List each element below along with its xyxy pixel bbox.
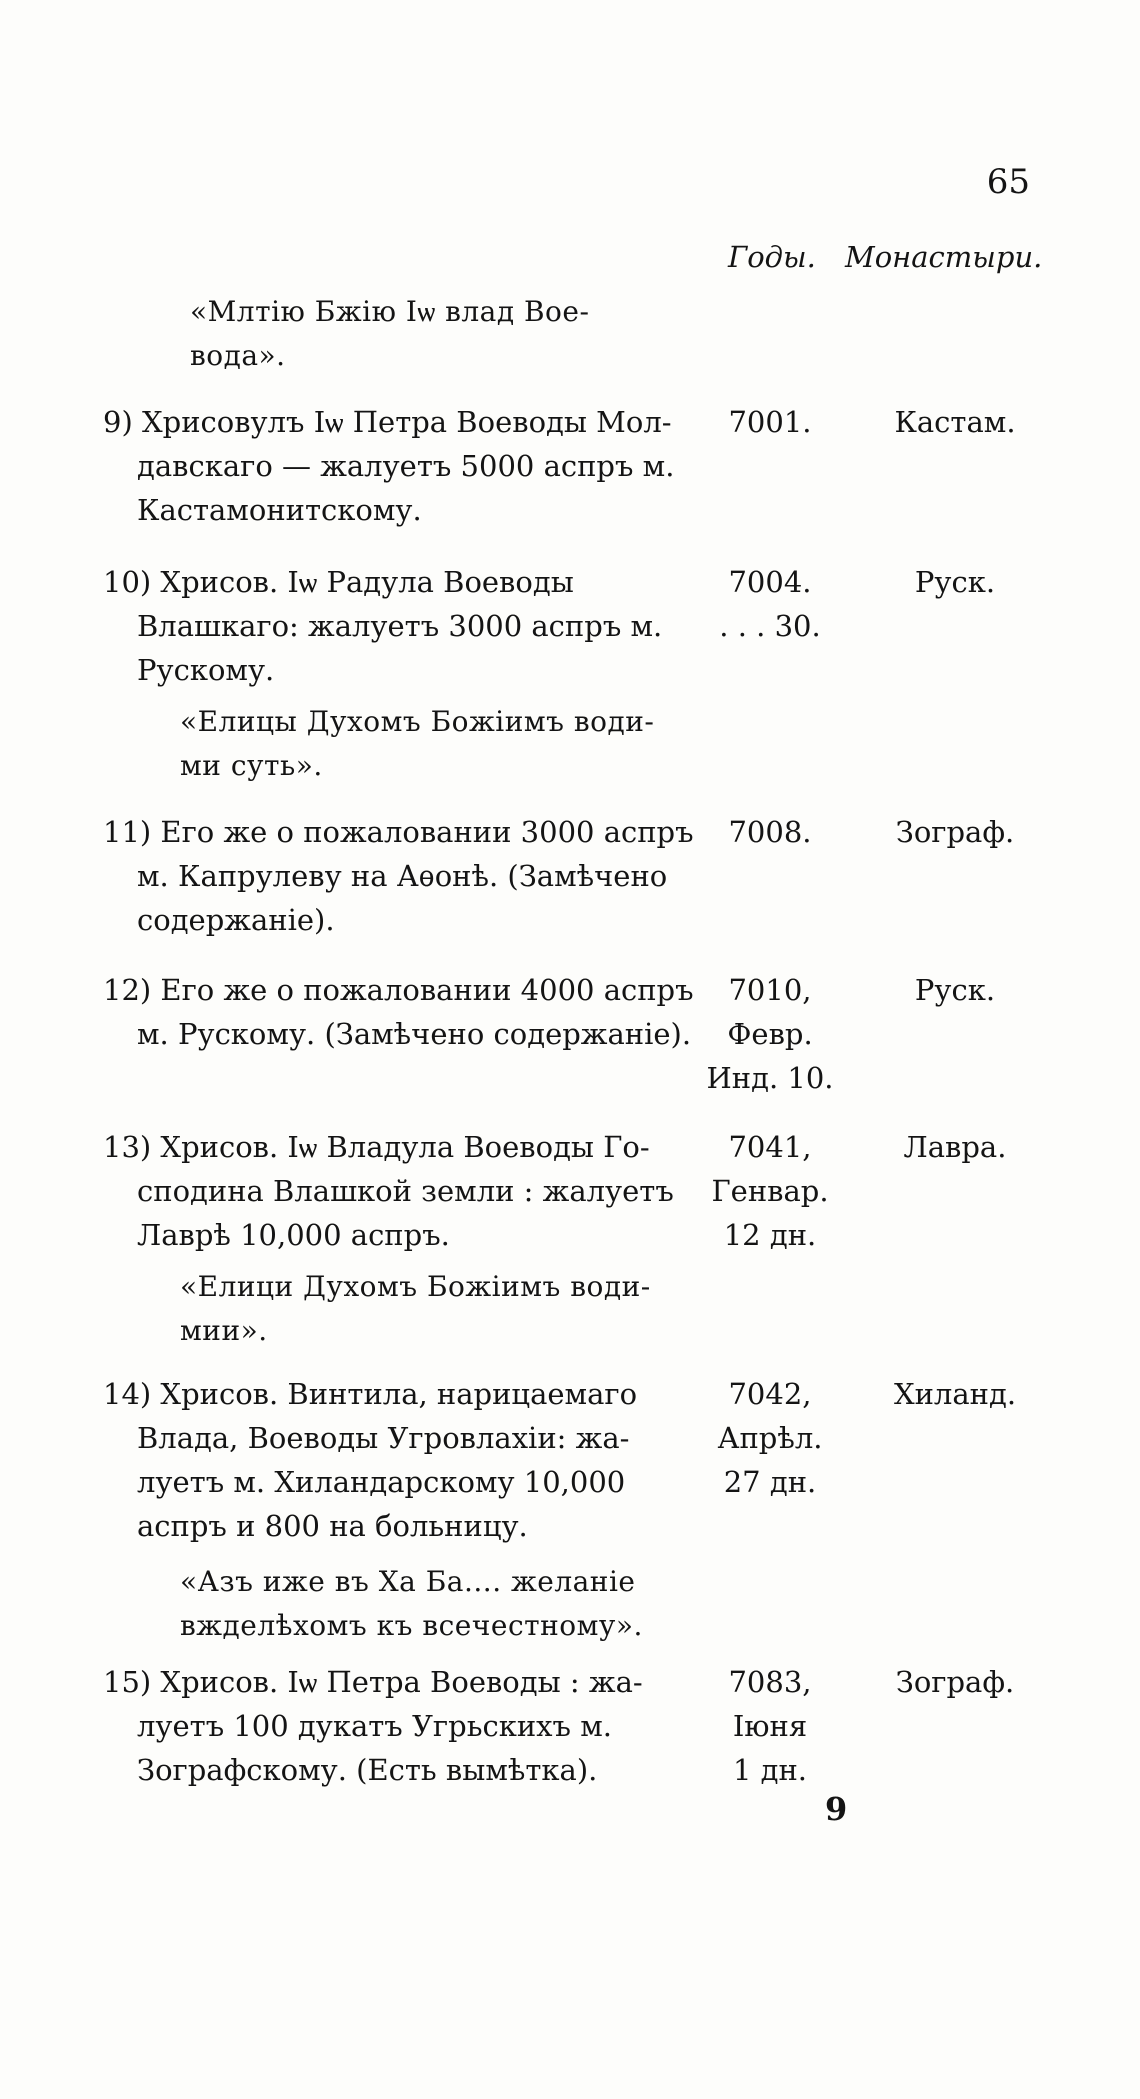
entry-year: Апрѣл.: [717, 1421, 823, 1455]
entry-monastery: Кастам.: [894, 405, 1016, 439]
entry-line: 15) Хрисов. Іѡ Петра Воеводы : жа-: [103, 1665, 643, 1699]
entry-line: луетъ м. Хиландарскому 10,000: [137, 1465, 626, 1499]
quote-line: ми суть».: [180, 749, 323, 782]
entry-line: луетъ 100 дукатъ Угрьскихъ м.: [137, 1709, 612, 1743]
quote-line: «Елицы Духомъ Божіимъ води-: [180, 705, 655, 738]
signature-number: 9: [825, 1790, 848, 1828]
entry-year: . . . 30.: [719, 609, 821, 643]
entry-line: м. Рускому. (Замѣчено содержаніе).: [137, 1017, 692, 1051]
entry-line: аспръ и 800 на больницу.: [137, 1509, 528, 1543]
entry-line: Влашкаго: жалуетъ 3000 аспръ м.: [137, 609, 663, 643]
entry-line: Рускому.: [137, 653, 275, 687]
entry-monastery: Руск.: [914, 565, 996, 599]
entry-line: давскаго — жалуетъ 5000 аспръ м.: [137, 449, 675, 483]
entry-year: Инд. 10.: [706, 1061, 834, 1095]
entry-line: 10) Хрисов. Іѡ Радула Воеводы: [103, 565, 574, 599]
entry-year: 12 дн.: [723, 1218, 817, 1252]
entry-monastery: Зограф.: [895, 815, 1015, 849]
header-monasteries: Монастыри.: [845, 240, 1043, 274]
entry-line: Лаврѣ 10,000 аспръ.: [137, 1218, 450, 1252]
entry-year: 27 дн.: [723, 1465, 817, 1499]
entry-line: м. Капрулеву на Аѳонѣ. (Замѣчено: [137, 859, 668, 893]
entry-monastery: Зограф.: [895, 1665, 1015, 1699]
entry-monastery: Лавра.: [903, 1130, 1007, 1164]
quote-line: вжделѣхомъ къ всечестному».: [180, 1609, 643, 1642]
entry-year: 7001.: [728, 405, 812, 439]
entry-line: 9) Хрисовулъ Іѡ Петра Воеводы Мол-: [103, 405, 672, 439]
entry-year: Генвар.: [711, 1174, 829, 1208]
page-number: 65: [986, 162, 1030, 202]
entry-year: 7008.: [728, 815, 812, 849]
entry-line: 11) Его же о пожаловании 3000 аспръ: [103, 815, 694, 849]
quote-line: «Елици Духомъ Божіимъ води-: [180, 1270, 651, 1303]
entry-year: 7042,: [728, 1377, 812, 1411]
entry-monastery: Хиланд.: [893, 1377, 1017, 1411]
entry-line: 14) Хрисов. Винтила, нарицаемаго: [103, 1377, 638, 1411]
entry-line: сподина Влашкой земли : жалуетъ: [137, 1174, 674, 1208]
entry-monastery: Руск.: [914, 973, 996, 1007]
entry-year: Іюня: [732, 1709, 808, 1743]
entry-line: 13) Хрисов. Іѡ Владула Воеводы Го-: [103, 1130, 650, 1164]
entry-line: Кастамонитскому.: [137, 493, 422, 527]
entry-line: 12) Его же о пожаловании 4000 аспръ: [103, 973, 694, 1007]
entry-year: Февр.: [727, 1017, 813, 1051]
quote-line: мии».: [180, 1314, 268, 1347]
entry-line: Влада, Воеводы Угровлахіи: жа-: [137, 1421, 630, 1455]
entry-year: 7004.: [728, 565, 812, 599]
entry-year: 7083,: [728, 1665, 812, 1699]
entry-year: 7041,: [728, 1130, 812, 1164]
quote-line: «Азъ иже въ Ха Ба.... желаніе: [180, 1565, 636, 1598]
entry-line: содержаніе).: [137, 903, 335, 937]
quote-line: вода».: [190, 339, 286, 372]
entry-line: Зографскому. (Есть вымѣтка).: [137, 1753, 598, 1787]
entry-year: 7010,: [728, 973, 812, 1007]
entry-year: 1 дн.: [732, 1753, 808, 1787]
quote-line: «Млтію Бжію Іѡ влад Вое-: [190, 295, 590, 328]
header-years: Годы.: [728, 240, 816, 274]
